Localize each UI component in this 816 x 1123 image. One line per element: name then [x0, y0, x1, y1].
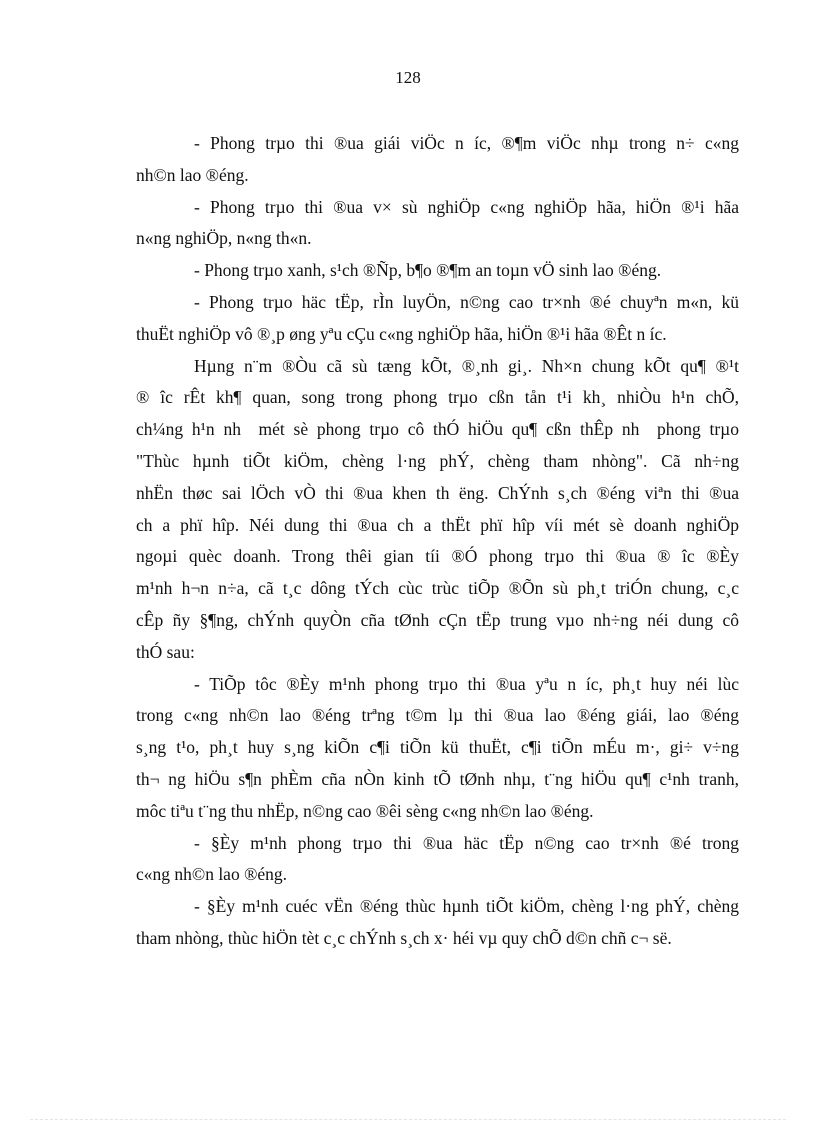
text-line: "Thùc hµnh tiÕt kiÖm, chèng l·ng phÝ, chèng tham nhòng". Cã nh÷ng: [136, 450, 739, 471]
text-line: thÓ sau:: [136, 641, 195, 662]
text-line: - Phong trµo thi ®ua v× sù nghiÖp c«ng nghiÖp hãa, hiÖn ®¹i hãa: [194, 196, 739, 217]
text-line: ch a phï hîp. Néi dung thi ®ua ch a thËt phï hîp víi mét sè doanh nghiÖp: [136, 514, 739, 535]
text-line: - Phong trµo xanh, s¹ch ®Ñp, b¶o ®¶m an toµn vÖ sinh lao ®éng.: [194, 260, 662, 281]
text-line: thuËt nghiÖp vô ®¸p øng yªu cÇu c«ng nghiÖp hãa, hiÖn ®¹i hãa ®Êt n íc.: [136, 323, 667, 344]
text-line: n«ng nghiÖp, n«ng th«n.: [136, 228, 312, 249]
text-line: ch¼ng h¹n nh mét sè phong trµo cô thÓ hiÖu qu¶ cßn thÊp nh phong trµo: [136, 419, 739, 440]
page-bottom-divider: [30, 1119, 786, 1120]
text-line: - TiÕp tôc ®Èy m¹nh phong trµo thi ®ua yªu n íc, ph¸t huy néi lùc: [194, 673, 739, 694]
text-line: m¹nh h¬n n÷a, cã t¸c dông tÝch cùc trùc tiÕp ®Õn sù ph¸t triÓn chung, c¸c: [136, 578, 739, 599]
text-line: - Phong trµo thi ®ua giái viÖc n íc, ®¶m viÖc nhµ trong n÷ c«ng: [194, 133, 739, 153]
text-line: - §Èy m¹nh phong trµo thi ®ua häc tËp n©ng cao tr×nh ®é trong: [194, 832, 739, 853]
text-line: tham nhòng, thùc hiÖn tèt c¸c chÝnh s¸ch x· héi vµ quy chÕ d©n chñ c¬ së.: [136, 927, 672, 948]
text-line: ® îc rÊt kh¶ quan, song trong phong trµo cßn tån t¹i kh¸ nhiÒu h¹n chÕ,: [136, 387, 739, 408]
text-line: môc tiªu t¨ng thu nhËp, n©ng cao ®êi sèng c«ng nh©n lao ®éng.: [136, 800, 594, 821]
text-line: th¬ ng hiÖu s¶n phÈm cña nÒn kinh tÕ tØnh nhµ, t¨ng hiÖu qu¶ c¹nh tranh,: [136, 768, 739, 789]
body-text: [136, 128, 739, 955]
text-line: ngoµi quèc doanh. Trong thêi gian tíi ®Ó phong trµo thi ®ua ® îc ®Èy: [136, 546, 739, 567]
text-line: nhËn thøc sai lÖch vÒ thi ®ua khen th ëng. ChÝnh s¸ch ®éng viªn thi ®ua: [136, 482, 739, 503]
text-line: c«ng nh©n lao ®éng.: [136, 864, 288, 885]
text-line: trong c«ng nh©n lao ®éng trªng t©m lµ thi ®ua lao ®éng giái, lao ®éng: [136, 705, 739, 726]
text-line: cÊp ñy §¶ng, chÝnh quyÒn cña tØnh cÇn tËp trung vµo nh÷ng néi dung cô: [136, 609, 739, 630]
text-line: - §Èy m¹nh cuéc vËn ®éng thùc hµnh tiÕt kiÖm, chèng l·ng phÝ, chèng: [194, 896, 739, 917]
text-line: Hµng n¨m ®Òu cã sù tæng kÕt, ®¸nh gi¸. Nh×n chung kÕt qu¶ ®¹t: [194, 355, 739, 376]
text-line: - Phong trµo häc tËp, rÌn luyÖn, n©ng cao tr×nh ®é chuyªn m«n, kü: [194, 291, 739, 312]
text-line: nh©n lao ®éng.: [136, 164, 249, 185]
page-number: 128: [395, 68, 421, 87]
text-line: s¸ng t¹o, ph¸t huy s¸ng kiÕn c¶i tiÕn kü thuËt, c¶i tiÕn mÉu m·, gi÷ v÷ng: [136, 737, 739, 758]
